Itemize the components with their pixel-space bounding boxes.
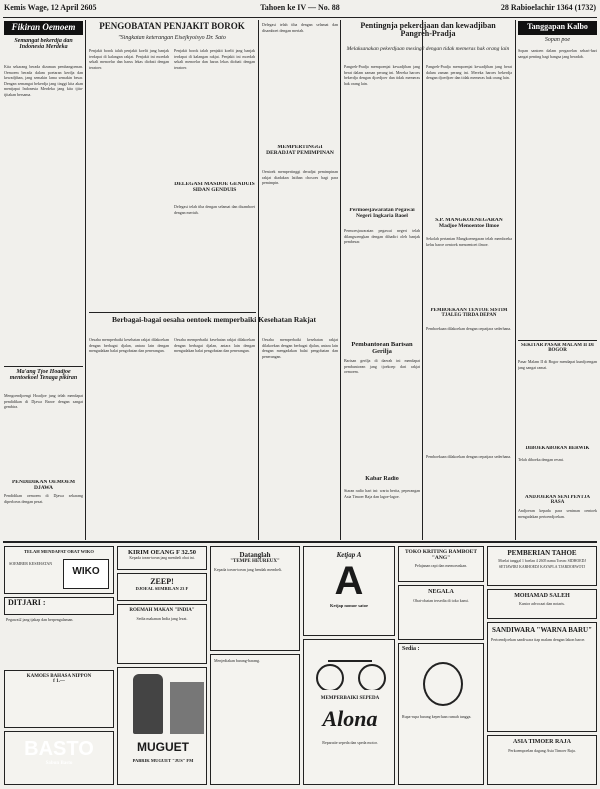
muguet-title: PABRIK MUGUET "JUS" FM [132, 758, 194, 763]
kriting-title: TOKO KRITING RAMBOET "ANG" [404, 549, 478, 561]
pemberian-body: Moelai tanggal 1 boelan 4 2605 nama Toean: SIDHOEDJ SETIAWIRJ KARHOEDJ KAYAPLA TJARDOEWOTJ [498, 559, 586, 569]
zeep-ad [117, 573, 207, 601]
zeep-title: ZEEP! [150, 577, 174, 586]
ditjari-title: DITJARI : [8, 598, 46, 607]
column-divider [515, 20, 516, 540]
spm-title: S.P. MANGKOENEGARAN Madjoe Menoentoe Ilmoe [435, 218, 503, 229]
ketjap-title: Ketjap A [336, 551, 362, 559]
column-divider [340, 20, 341, 540]
datang-title: Datanglah [239, 551, 271, 559]
pentingnja-subtitle: Melaksanakan pekerdjaan mesing2 dengan tidak memeras hak orang lain [346, 46, 510, 52]
wiko-ad [4, 546, 114, 594]
datang-ad [210, 546, 300, 651]
penjakit-body-col2: Penjakit borok ialah penjakit koelit jang banjak terdapat di kalangan rakjat. Penjakit ini moedah sekali menoelar dan harus lekas diobati dengan teratoer. [174, 48, 255, 70]
column3-top-text: Delegasi telah tiba dengan selamat dan disamboet dengan meriah. [262, 22, 338, 33]
alona-title: Alona [322, 706, 378, 731]
asia-ad [487, 735, 597, 785]
mohamad-title: MOHAMAD SALEH [514, 593, 570, 599]
asia-body: Perkoempoelan dagang Asia Timoer Raja. [508, 748, 576, 753]
sandiwara-body: Pertoendjoekan sandiwara tiap malam dengan lakon baroe. [491, 637, 586, 642]
asia-title: ASIA TIMOER RAJA [513, 739, 571, 745]
roemah-title: ROEMAH MAKAN "INDIA" [129, 608, 195, 613]
kesehatan-title: Berbagai-bagai oesaha oentoek memperbaiki Kesehatan Rakjat [112, 316, 316, 324]
datang-body: Kepada toean-toean jang hendak membeli. [214, 567, 283, 572]
merapat-body: Oentoek mempertinggi deradjat pemimpinan rakjat diadakan latihan chosoes bagi para pemimpin. [262, 169, 338, 186]
kriting-ad [398, 546, 484, 582]
kamus-price: f 1.— [53, 679, 65, 684]
alona-sub: MEMPERBAIKI SEPEDA [320, 696, 380, 701]
ketjap-ad [303, 546, 395, 636]
pembantoean-body: Barisan gerilja di daerah ini mendapat pembantoean jang tjoekoep dari rakjat oemoem. [344, 358, 420, 375]
pentingnja-title: Pentingnja pekerdjaan dan kewadjiban Pangreh-Pradja [360, 22, 496, 39]
negala-title: NEGALA [428, 589, 454, 595]
basto-ad [4, 731, 114, 785]
spm-body: Sekolah pertanian Mangkoenegaran telah memboeka kelas baroe oentoek menoentoet ilmoe. [426, 236, 512, 247]
ads-separator [3, 541, 597, 543]
fikiran-title: Semangat bekerdja dan Indonesia Merdeka [14, 38, 73, 51]
roemah-ad [117, 604, 207, 664]
ketjap-letter: A [334, 559, 364, 603]
sedia-body: Rupa-rupa barang keperluan rumah tangga. [402, 714, 472, 719]
pemberian-title: PEMBERIAN TAHOE [507, 549, 577, 557]
fikiran-body: Kita sekarang berada dizaman pembangoenan. Oemoem berada dalam poetaran kerdja dan kewadjiban, jang semakin lama semakin besar. Dengan semangat bekerdja jang tinggi kita akan mentjapai Indonesia Merdeka jang kita tjita-tjitakan bersama. [4, 64, 83, 97]
bicycle-icon [314, 650, 386, 690]
kabar-title: Kabar Radio [365, 476, 399, 482]
kesehatan-body-col2: Oesaha memperbaiki kesehatan rakjat dilakoekan dengan berbagai djalan, antara lain dengan mengadakan balai pengobatan dan penerangan. [174, 337, 255, 354]
pendidikan-body: Pendidikan oemoem di Djawa sekarang diperloeas dengan pesat. [4, 493, 83, 504]
sekitar-body: Pasar Malam II di Bogor mendapat kundjoengan jang sangat ramai. [518, 359, 597, 370]
mohamad-body: Kantor advocaat dan notaris. [519, 601, 565, 606]
anjoeran-body: Andjoeran kepada para seniman oentoek mengadakan pertoendjoekan. [518, 508, 597, 519]
tanggapan-title: Sopan poe [544, 37, 571, 43]
ditjari-body: Pegawai2 jang tjakap dan berpengalaman. [6, 617, 74, 622]
section-rule [89, 312, 256, 313]
wiko-ad-title: TELAH MENDAPAT OBAT WIKO [24, 549, 94, 554]
basto-subtitle: Sabun Basto [45, 761, 73, 766]
basto-title: BASTO [24, 738, 94, 760]
muguet-brand: MUGUET [137, 740, 189, 754]
wiko-ad-tagline: SOEMBER KESEHATAN [9, 561, 53, 566]
masthead-rule [3, 17, 597, 18]
anjoeran-title: ANDJOERAN SENI PENTJA RASA [524, 495, 590, 506]
column5-bottom-text: Pemboekaan dilakoekan dengan oepatjara sederhana. [426, 454, 512, 459]
roemah-body: Sedia makanan India jang lezat. [136, 616, 188, 621]
pemboekaan-body: Pemboekaan dilakoekan dengan oepatjara sederhana. [426, 326, 512, 331]
malang-body: Mengoendjoengi Hoadjoe jang telah mendapat pendidikan di Djawa Baroe dengan sangat gembira. [4, 393, 83, 410]
negala-ad [398, 585, 484, 640]
bottle-icon [133, 674, 163, 734]
tire-icon [423, 662, 463, 706]
kamus-title: KAMOES BAHASA NIPPON [26, 674, 92, 679]
kesehatan-body-col3: Oesaha memperbaiki kesehatan rakjat dilakoekan dengan berbagai djalan, antara lain dengan mengadakan balai pengobatan dan penerangan. [262, 337, 338, 359]
kirim-title: KIRIM OEANG F 32.50 [127, 549, 196, 556]
pemboekaan-title: PEMBOEKAAN TENTOE SISTIM TJALEG TIRDA DEPAN [430, 308, 508, 319]
kirim-body: Kepada toean-toean jang membeli obat ini. [129, 556, 195, 560]
negala-body: Obat-obatan tersedia di toko kami. [413, 598, 469, 603]
alona-body: Reparatie sepeda dan speda motor. [322, 740, 378, 745]
section-rule [518, 340, 597, 341]
pegawai-body: Permoesjawaratan pegawai negeri telah dilangsoengkan dengan dihadiri oleh banjak pembesar. [344, 228, 420, 245]
tanggapan-banner: Tanggapan Kalbo [518, 21, 597, 35]
delegasi-title: DELEGASI MASDOE GENDUIS SIDAN GENDUIS [174, 182, 255, 193]
sedia-ad [398, 643, 484, 785]
sandiwara-title: SANDIWARA "WARNA BARU" [492, 626, 592, 634]
kesehatan-body-col1: Oesaha memperbaiki kesehatan rakjat dilakoekan dengan berbagai djalan, antara lain dengan mengadakan balai pengobatan dan penerangan. [89, 337, 169, 354]
pentingnja-body-col1: Pangreh-Pradja mempoenjai kewadjiban jang berat dalam zaman perang ini. Mereka haroes bekerdja dengan djoedjoer dan tidak memeras hak orang lain. [344, 64, 420, 86]
masthead-hijri: 28 Rabioelachir 1364 (1732) [500, 3, 596, 12]
zeep-sub: DJOEAL SEMBILAN 23 F [135, 586, 189, 591]
merapat-title: MEMPERTINGGI DERADJAT PEMIMPINAN [266, 145, 334, 156]
column-divider [85, 20, 86, 540]
malang-title: Ma'ang Tjoe Hoadjoe mentoekoel Tenaga pikiran [9, 369, 78, 382]
column-divider [258, 20, 259, 540]
ditjari-ad [4, 597, 114, 615]
kirim-ad [117, 546, 207, 570]
kamus-ad [4, 670, 114, 728]
box-icon [170, 682, 204, 734]
masthead-date: Kemis Wage, 12 April 2605 [4, 3, 97, 12]
toko-body: Menjediakan barang-barang. [214, 658, 260, 663]
fikiran-banner: Fikiran Oemoem [4, 21, 83, 35]
pendidikan-title: PENDIDIKAN OEMOEM DJAWA [11, 480, 76, 491]
penjakit-subtitle: "Singkatan keterangan Eisejkyoisyo Dr. Sato [118, 35, 226, 41]
ketjap-sub: Ketjap nomor satoe [330, 603, 368, 608]
pegawai-title: Permoesjawaratan Pegawai Negeri Ingkaria Baoel [349, 208, 415, 219]
toko-ad [210, 654, 300, 785]
alona-ad [303, 639, 395, 785]
wiko-logo-text: WIKO [72, 566, 100, 577]
delegasi-body: Delegasi telah tiba dengan selamat dan disamboet dengan meriah. [174, 204, 255, 215]
tanggapan-body: Sopan santoen dalam pergaoelan sehari-hari sangat penting bagi bangsa jang beradab. [518, 48, 597, 59]
penjakit-body-col1: Penjakit borok ialah penjakit koelit jang banjak terdapat di kalangan rakjat. Penjakit ini moedah sekali menoelar dan harus lekas diobati dengan teratoer. [89, 48, 169, 70]
muguet-ad [117, 667, 207, 785]
sedia-title: Sedia : [402, 646, 420, 652]
pembantoean-title: Pembantoean Barisan Gerilja [351, 342, 413, 355]
penjakit-title: PENGOBATAN PENJAKIT BOROK [99, 22, 245, 31]
pemberian-ad [487, 546, 597, 586]
sekitar-title: SEKITAR PASAR MALAM II DI BOGOR [521, 343, 594, 354]
mohamad-ad [487, 589, 597, 619]
sandiwara-ad [487, 622, 597, 732]
kriting-body: Pelajanan rapi dan memoeaskan. [414, 563, 468, 568]
masthead-issue: Tahoen ke IV — No. 88 [260, 3, 340, 12]
pentingnja-body-col2: Pangreh-Pradja mempoenjai kewadjiban jang berat dalam zaman perang ini. Mereka haroes bekerdja dengan djoedjoer dan tidak memeras hak orang lain. [426, 64, 512, 81]
section-rule [4, 366, 83, 367]
column-divider [422, 20, 423, 540]
diboeka-title: DIBOEKABORAN BERWIK [525, 446, 590, 451]
wiko-logo [63, 559, 109, 589]
datang-sub: "TEMPE HEUREUX" [230, 559, 280, 564]
diboeka-body: Telah diboeka dengan resmi. [518, 457, 564, 462]
kabar-body: Siaran radio hari ini: warta berita, peperangan Asia Timoer Raja dan lagoe-lagoe. [344, 488, 420, 499]
